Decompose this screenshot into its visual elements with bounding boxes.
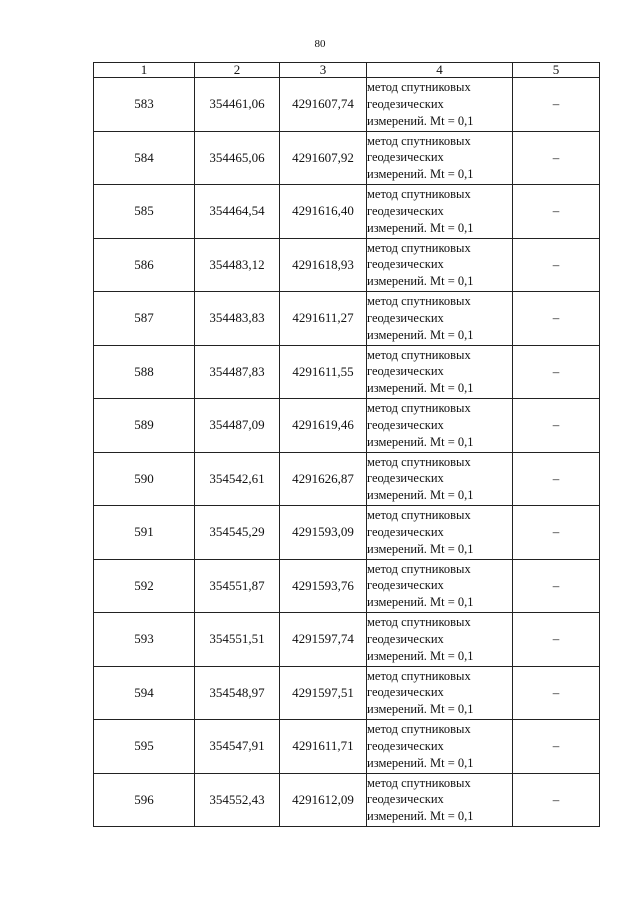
x-coordinate: 354551,87	[195, 559, 280, 613]
x-coordinate: 354547,91	[195, 720, 280, 774]
point-number: 585	[94, 185, 195, 239]
point-number: 589	[94, 399, 195, 453]
method-line: метод спутниковых	[367, 775, 471, 790]
x-coordinate: 354487,09	[195, 399, 280, 453]
table-row	[94, 78, 600, 132]
x-coordinate: 354483,83	[195, 292, 280, 346]
method-line: метод спутниковых	[367, 615, 471, 630]
method-cell	[367, 131, 513, 185]
method-line: метод спутниковых	[367, 508, 471, 523]
table-row	[94, 345, 600, 399]
method-line: измерений. Mt = 0,1	[367, 381, 474, 396]
table-row	[94, 292, 600, 346]
point-number: 593	[94, 613, 195, 667]
page-number: 80	[314, 38, 326, 50]
point-number: 592	[94, 559, 195, 613]
method-line: геодезических	[367, 792, 444, 807]
method-cell	[367, 506, 513, 560]
method-cell	[367, 292, 513, 346]
dash-cell: –	[513, 238, 600, 292]
table-row	[94, 131, 600, 185]
dash-cell: –	[513, 131, 600, 185]
table-row	[94, 613, 600, 667]
method-cell	[367, 613, 513, 667]
point-number: 588	[94, 345, 195, 399]
table-row	[94, 666, 600, 720]
table-row	[94, 559, 600, 613]
method-line: геодезических	[367, 96, 444, 111]
method-line: метод спутниковых	[367, 294, 471, 309]
x-coordinate: 354487,83	[195, 345, 280, 399]
method-line: измерений. Mt = 0,1	[367, 113, 474, 128]
table-row	[94, 399, 600, 453]
method-line: измерений. Mt = 0,1	[367, 755, 474, 770]
table-row	[94, 452, 600, 506]
point-number: 584	[94, 131, 195, 185]
method-cell	[367, 345, 513, 399]
method-cell	[367, 452, 513, 506]
x-coordinate: 354465,06	[195, 131, 280, 185]
y-coordinate: 4291611,27	[280, 292, 367, 346]
method-line: измерений. Mt = 0,1	[367, 648, 474, 663]
point-number: 583	[94, 78, 195, 132]
dash-cell: –	[513, 345, 600, 399]
point-number: 594	[94, 666, 195, 720]
y-coordinate: 4291618,93	[280, 238, 367, 292]
method-cell	[367, 78, 513, 132]
point-number: 595	[94, 720, 195, 774]
x-coordinate: 354551,51	[195, 613, 280, 667]
method-line: измерений. Mt = 0,1	[367, 327, 474, 342]
point-number: 596	[94, 773, 195, 827]
method-line: геодезических	[367, 203, 444, 218]
method-line: геодезических	[367, 578, 444, 593]
method-line: измерений. Mt = 0,1	[367, 488, 474, 503]
dash-cell: –	[513, 452, 600, 506]
dash-cell: –	[513, 292, 600, 346]
method-cell	[367, 559, 513, 613]
method-line: геодезических	[367, 471, 444, 486]
table-row	[94, 185, 600, 239]
method-line: метод спутниковых	[367, 668, 471, 683]
method-line: метод спутниковых	[367, 561, 471, 576]
method-cell	[367, 773, 513, 827]
method-line: измерений. Mt = 0,1	[367, 541, 474, 556]
y-coordinate: 4291611,71	[280, 720, 367, 774]
method-line: метод спутниковых	[367, 80, 471, 95]
method-line: измерений. Mt = 0,1	[367, 167, 474, 182]
dash-cell: –	[513, 399, 600, 453]
x-coordinate: 354542,61	[195, 452, 280, 506]
y-coordinate: 4291593,09	[280, 506, 367, 560]
method-cell	[367, 185, 513, 239]
method-cell	[367, 666, 513, 720]
method-line: метод спутниковых	[367, 133, 471, 148]
method-line: геодезических	[367, 631, 444, 646]
method-line: измерений. Mt = 0,1	[367, 434, 474, 449]
dash-cell: –	[513, 773, 600, 827]
point-number: 586	[94, 238, 195, 292]
y-coordinate: 4291593,76	[280, 559, 367, 613]
x-coordinate: 354545,29	[195, 506, 280, 560]
method-line: метод спутниковых	[367, 240, 471, 255]
dash-cell: –	[513, 78, 600, 132]
dash-cell: –	[513, 185, 600, 239]
table-header-row	[94, 63, 600, 78]
dash-cell: –	[513, 666, 600, 720]
y-coordinate: 4291607,92	[280, 131, 367, 185]
y-coordinate: 4291597,51	[280, 666, 367, 720]
coordinates-table	[93, 62, 600, 827]
method-line: геодезических	[367, 738, 444, 753]
column-header-3: 3	[280, 63, 367, 78]
y-coordinate: 4291597,74	[280, 613, 367, 667]
method-line: геодезических	[367, 364, 444, 379]
method-line: геодезических	[367, 310, 444, 325]
dash-cell: –	[513, 613, 600, 667]
y-coordinate: 4291612,09	[280, 773, 367, 827]
method-line: метод спутниковых	[367, 454, 471, 469]
method-line: геодезических	[367, 257, 444, 272]
x-coordinate: 354483,12	[195, 238, 280, 292]
y-coordinate: 4291619,46	[280, 399, 367, 453]
method-line: метод спутниковых	[367, 187, 471, 202]
table-row	[94, 506, 600, 560]
method-line: метод спутниковых	[367, 347, 471, 362]
y-coordinate: 4291611,55	[280, 345, 367, 399]
y-coordinate: 4291607,74	[280, 78, 367, 132]
method-line: измерений. Mt = 0,1	[367, 595, 474, 610]
point-number: 587	[94, 292, 195, 346]
table-body	[94, 78, 600, 827]
point-number: 591	[94, 506, 195, 560]
method-line: геодезических	[367, 150, 444, 165]
method-line: геодезических	[367, 685, 444, 700]
method-line: метод спутниковых	[367, 722, 471, 737]
method-line: измерений. Mt = 0,1	[367, 702, 474, 717]
column-header-4: 4	[367, 63, 513, 78]
table-row	[94, 720, 600, 774]
method-line: геодезических	[367, 417, 444, 432]
method-cell	[367, 720, 513, 774]
column-header-5: 5	[513, 63, 600, 78]
y-coordinate: 4291616,40	[280, 185, 367, 239]
dash-cell: –	[513, 559, 600, 613]
method-cell	[367, 399, 513, 453]
method-line: измерений. Mt = 0,1	[367, 274, 474, 289]
column-header-2: 2	[195, 63, 280, 78]
method-cell	[367, 238, 513, 292]
column-header-1: 1	[94, 63, 195, 78]
x-coordinate: 354552,43	[195, 773, 280, 827]
method-line: измерений. Mt = 0,1	[367, 220, 474, 235]
x-coordinate: 354548,97	[195, 666, 280, 720]
table-row	[94, 238, 600, 292]
x-coordinate: 354464,54	[195, 185, 280, 239]
x-coordinate: 354461,06	[195, 78, 280, 132]
method-line: геодезических	[367, 524, 444, 539]
method-line: измерений. Mt = 0,1	[367, 809, 474, 824]
y-coordinate: 4291626,87	[280, 452, 367, 506]
table-row	[94, 773, 600, 827]
point-number: 590	[94, 452, 195, 506]
dash-cell: –	[513, 720, 600, 774]
method-line: метод спутниковых	[367, 401, 471, 416]
dash-cell: –	[513, 506, 600, 560]
